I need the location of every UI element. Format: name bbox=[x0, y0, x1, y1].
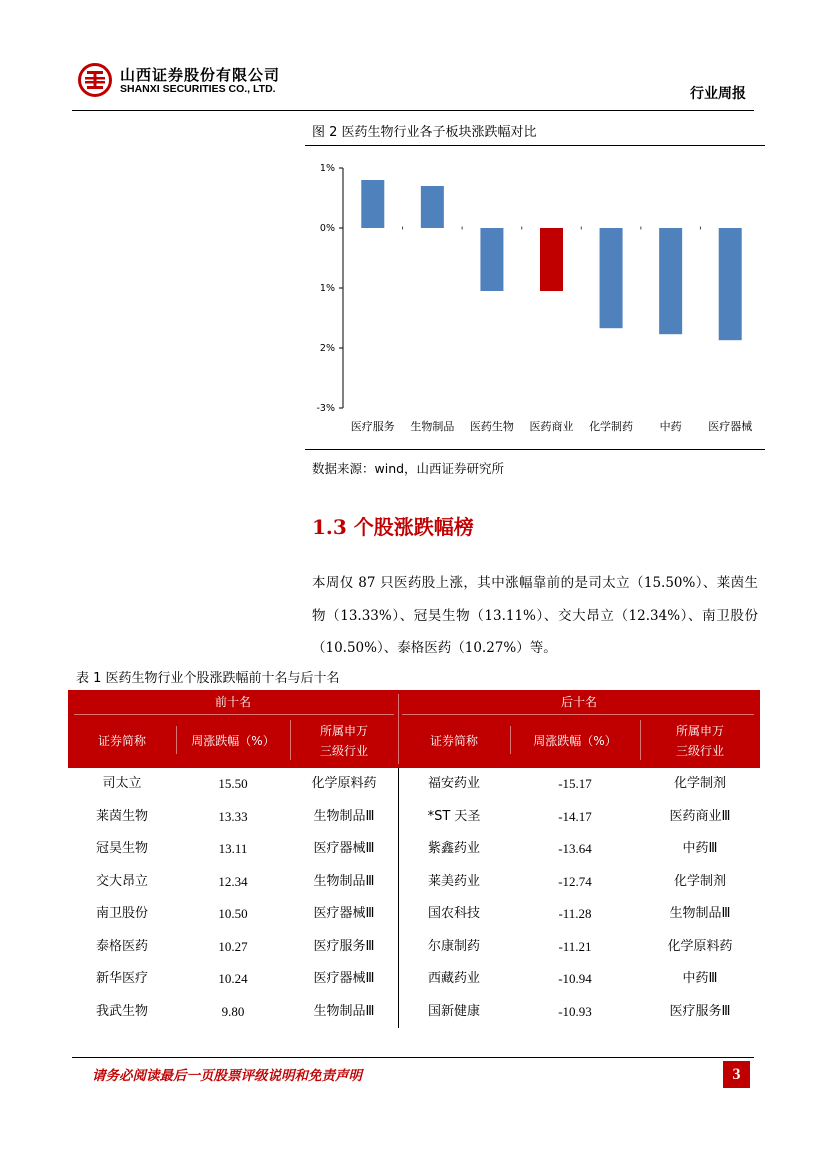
cell-bottom-name: 国农科技 bbox=[427, 906, 480, 921]
table-header bbox=[68, 690, 760, 768]
cell-top-industry: 医疗器械Ⅲ bbox=[313, 906, 375, 921]
header-industry-line1: 所属申万 bbox=[675, 724, 724, 738]
x-tick-label: 生物制品 bbox=[410, 420, 455, 433]
cell-bottom-name: 国新健康 bbox=[427, 1003, 480, 1019]
header-name-bottom: 证券简称 bbox=[429, 734, 478, 748]
cell-top-name: 新华医疗 bbox=[95, 971, 148, 986]
figure-caption: 图 2 医药生物行业各子板块涨跌幅对比 bbox=[312, 125, 537, 140]
cell-top-name: 泰格医药 bbox=[95, 938, 148, 954]
cell-top-change: 13.11 bbox=[218, 841, 248, 856]
bar-4 bbox=[600, 228, 623, 328]
cell-bottom-change: -10.94 bbox=[558, 971, 592, 986]
x-tick-label: 医药生物 bbox=[469, 420, 514, 433]
bar-6 bbox=[719, 228, 742, 340]
cell-bottom-change: -12.74 bbox=[558, 873, 592, 889]
header-group-top: 前十名 bbox=[214, 695, 251, 709]
x-tick-label: 中药 bbox=[659, 420, 682, 433]
x-tick-label: 化学制药 bbox=[589, 420, 634, 433]
shanxi-securities-logo-icon bbox=[78, 63, 112, 97]
y-tick-label: -3% bbox=[316, 403, 335, 414]
bar-1 bbox=[421, 186, 444, 228]
bar-0 bbox=[361, 180, 384, 228]
cell-top-change: 10.27 bbox=[218, 938, 248, 954]
cell-top-industry: 生物制品Ⅲ bbox=[313, 1003, 375, 1019]
cell-bottom-industry: 医药商业Ⅲ bbox=[669, 808, 731, 824]
cell-bottom-name: 莱美药业 bbox=[427, 873, 480, 889]
cell-top-change: 12.34 bbox=[218, 873, 248, 889]
header-industry-line2: 三级行业 bbox=[319, 744, 368, 758]
cell-bottom-industry: 生物制品Ⅲ bbox=[669, 906, 731, 921]
header-divider bbox=[72, 110, 754, 111]
cell-top-change: 10.50 bbox=[218, 906, 248, 921]
table-body bbox=[68, 768, 760, 1030]
figure-bottom-rule bbox=[305, 449, 765, 450]
cell-bottom-change: -15.17 bbox=[558, 776, 592, 791]
y-tick-label: 0% bbox=[319, 223, 335, 234]
header-industry-line2: 三级行业 bbox=[675, 744, 724, 758]
cell-top-industry: 医疗器械Ⅲ bbox=[313, 841, 375, 856]
table-caption: 表 1 医药生物行业个股涨跌幅前十名与后十名 bbox=[76, 671, 340, 686]
section-paragraph: 本周仅 87 只医药股上涨，其中涨幅靠前的是司太立（15.50%）、莱茵生物（13.33%）、冠昊生物（13.11%）、交大昂立（12.34%）、南卫股份（10.50%）、泰格医药（10.27%）等。 bbox=[312, 575, 758, 656]
cell-top-name: 冠昊生物 bbox=[95, 841, 148, 856]
footer-disclaimer: 请务必阅读最后一页股票评级说明和免责声明 bbox=[92, 1068, 362, 1084]
cell-top-name: 交大昂立 bbox=[95, 873, 148, 889]
cell-top-change: 9.80 bbox=[221, 1003, 245, 1019]
cell-top-industry: 医疗器械Ⅲ bbox=[313, 971, 375, 986]
section-title: 1.3 个股涨跌幅榜 bbox=[312, 515, 474, 539]
x-tick-label: 医疗器械 bbox=[708, 420, 753, 433]
cell-bottom-change: -11.28 bbox=[558, 906, 592, 921]
page-number: 3 bbox=[723, 1061, 750, 1088]
cell-bottom-change: -10.93 bbox=[558, 1003, 592, 1019]
cell-top-change: 15.50 bbox=[218, 776, 248, 791]
figure-top-rule bbox=[305, 145, 765, 146]
cell-bottom-industry: 中药Ⅲ bbox=[682, 841, 718, 856]
cell-bottom-change: -13.64 bbox=[558, 841, 592, 856]
cell-bottom-industry: 医疗服务Ⅲ bbox=[669, 1003, 731, 1019]
report-type-label: 行业周报 bbox=[690, 86, 746, 102]
bar-3 bbox=[540, 228, 563, 291]
cell-bottom-change: -11.21 bbox=[558, 938, 592, 954]
cell-bottom-industry: 中药Ⅲ bbox=[682, 971, 718, 986]
cell-bottom-industry: 化学制剂 bbox=[673, 776, 726, 791]
table-column-separator bbox=[398, 768, 399, 1028]
cell-top-name: 我武生物 bbox=[95, 1003, 148, 1019]
y-tick-label: 1% bbox=[319, 163, 335, 174]
bar-5 bbox=[659, 228, 682, 334]
cell-bottom-change: -14.17 bbox=[558, 808, 592, 824]
cell-bottom-name: 紫鑫药业 bbox=[427, 841, 480, 856]
x-tick-label: 医药商业 bbox=[529, 420, 574, 433]
cell-bottom-name: 福安药业 bbox=[427, 776, 480, 791]
cell-top-name: 司太立 bbox=[102, 776, 142, 791]
company-name-cn: 山西证券股份有限公司 bbox=[120, 66, 281, 84]
x-tick-label: 医疗服务 bbox=[350, 420, 395, 433]
header-change-top: 周涨跌幅（%） bbox=[191, 734, 275, 748]
y-tick-label: 1% bbox=[319, 283, 335, 294]
bar-2 bbox=[480, 228, 503, 291]
sub-sector-change-chart bbox=[305, 150, 765, 440]
cell-top-industry: 生物制品Ⅲ bbox=[313, 808, 375, 824]
cell-top-name: 南卫股份 bbox=[95, 906, 148, 921]
y-tick-label: 2% bbox=[319, 343, 335, 354]
company-name-en: SHANXI SECURITIES CO., LTD. bbox=[120, 83, 276, 95]
cell-bottom-industry: 化学制剂 bbox=[673, 873, 726, 889]
cell-top-industry: 生物制品Ⅲ bbox=[313, 873, 375, 889]
cell-top-name: 莱茵生物 bbox=[95, 808, 148, 824]
cell-top-industry: 化学原料药 bbox=[311, 776, 377, 791]
cell-top-change: 13.33 bbox=[218, 808, 248, 824]
cell-bottom-name: 西藏药业 bbox=[427, 971, 480, 986]
cell-bottom-name: 尔康制药 bbox=[427, 938, 480, 954]
header-group-bottom: 后十名 bbox=[560, 695, 597, 709]
header-industry-line1: 所属申万 bbox=[319, 724, 368, 738]
cell-top-industry: 医疗服务Ⅲ bbox=[313, 938, 375, 954]
cell-top-change: 10.24 bbox=[218, 971, 248, 986]
header-industry-bottom bbox=[640, 714, 760, 768]
figure-source: 数据来源：wind，山西证券研究所 bbox=[312, 461, 505, 476]
cell-bottom-industry: 化学原料药 bbox=[667, 938, 733, 954]
footer-divider bbox=[72, 1057, 754, 1058]
header-industry-top bbox=[290, 714, 398, 768]
cell-bottom-name: *ST 天圣 bbox=[427, 808, 481, 824]
header-name-top: 证券简称 bbox=[97, 734, 146, 748]
header-change-bottom: 周涨跌幅（%） bbox=[533, 734, 617, 748]
